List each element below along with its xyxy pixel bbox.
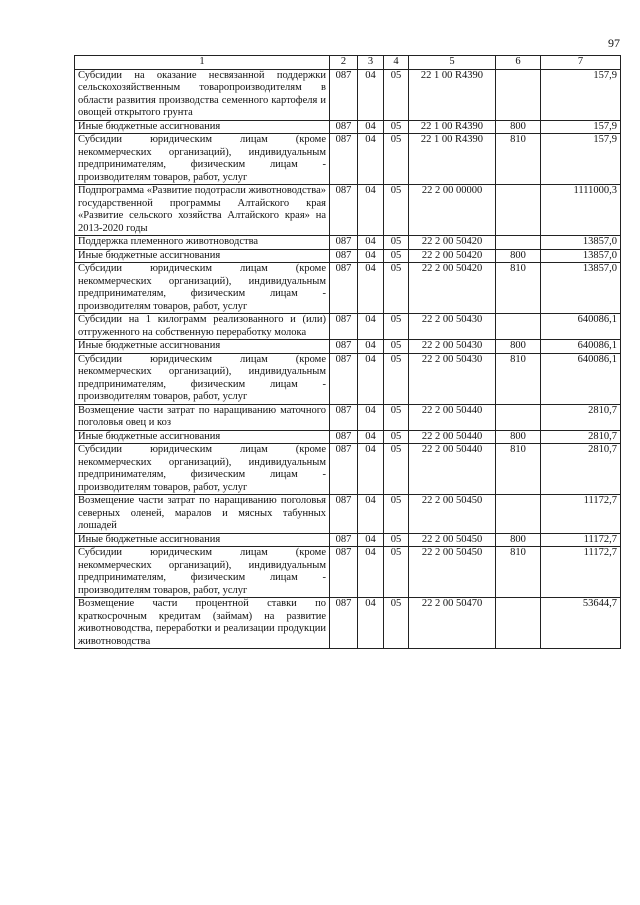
ministry-code-cell: 087 [330, 120, 358, 134]
expense-type-cell: 800 [496, 340, 541, 354]
subsection-code-cell: 05 [384, 430, 409, 444]
row-name-cell: Иные бюджетные ассигнования [75, 249, 330, 263]
expense-type-cell [496, 495, 541, 534]
section-code-cell: 04 [358, 69, 384, 120]
header-row [75, 56, 621, 70]
header-cell: 2 [330, 56, 358, 70]
table-row [75, 120, 621, 134]
header-cell: 3 [358, 56, 384, 70]
table-row [75, 444, 621, 495]
section-code-cell: 04 [358, 134, 384, 185]
subsection-code-cell: 05 [384, 134, 409, 185]
subsection-code-cell: 05 [384, 236, 409, 250]
expense-type-cell: 810 [496, 444, 541, 495]
expense-type-cell [496, 404, 541, 430]
amount-cell: 2810,7 [541, 444, 621, 495]
header-cell: 5 [409, 56, 496, 70]
row-name-cell: Иные бюджетные ассигнования [75, 430, 330, 444]
amount-cell: 13857,0 [541, 263, 621, 314]
subsection-code-cell: 05 [384, 69, 409, 120]
target-article-cell: 22 2 00 50420 [409, 236, 496, 250]
table-row [75, 340, 621, 354]
row-name-cell: Субсидии на оказание несвязанной поддержки сельскохозяйственным товаропроизводителям в области развития производства семенного картофеля и овощей открытого грунта [75, 69, 330, 120]
subsection-code-cell: 05 [384, 495, 409, 534]
table-row [75, 598, 621, 649]
expense-type-cell: 810 [496, 547, 541, 598]
expense-type-cell: 800 [496, 533, 541, 547]
row-name-cell: Поддержка племенного животноводства [75, 236, 330, 250]
page-number: 97 [608, 36, 620, 50]
amount-cell: 13857,0 [541, 236, 621, 250]
budget-table [74, 55, 621, 649]
ministry-code-cell: 087 [330, 444, 358, 495]
table-row [75, 404, 621, 430]
row-name-cell: Субсидии юридическим лицам (кроме некоммерческих организаций), индивидуальным предпринимателям, физическим лицам - производителям товаров, работ, услуг [75, 134, 330, 185]
amount-cell: 157,9 [541, 120, 621, 134]
ministry-code-cell: 087 [330, 236, 358, 250]
expense-type-cell: 800 [496, 120, 541, 134]
section-code-cell: 04 [358, 353, 384, 404]
target-article-cell: 22 2 00 50430 [409, 314, 496, 340]
amount-cell: 11172,7 [541, 533, 621, 547]
subsection-code-cell: 05 [384, 120, 409, 134]
target-article-cell: 22 2 00 50420 [409, 263, 496, 314]
target-article-cell: 22 2 00 50450 [409, 495, 496, 534]
ministry-code-cell: 087 [330, 134, 358, 185]
expense-type-cell [496, 236, 541, 250]
expense-type-cell [496, 598, 541, 649]
table-row [75, 185, 621, 236]
table-row [75, 495, 621, 534]
subsection-code-cell: 05 [384, 598, 409, 649]
ministry-code-cell: 087 [330, 69, 358, 120]
subsection-code-cell: 05 [384, 547, 409, 598]
target-article-cell: 22 2 00 50420 [409, 249, 496, 263]
target-article-cell: 22 2 00 00000 [409, 185, 496, 236]
ministry-code-cell: 087 [330, 495, 358, 534]
row-name-cell: Иные бюджетные ассигнования [75, 120, 330, 134]
amount-cell: 157,9 [541, 69, 621, 120]
target-article-cell: 22 2 00 50440 [409, 404, 496, 430]
amount-cell: 53644,7 [541, 598, 621, 649]
subsection-code-cell: 05 [384, 314, 409, 340]
amount-cell: 11172,7 [541, 495, 621, 534]
subsection-code-cell: 05 [384, 444, 409, 495]
section-code-cell: 04 [358, 430, 384, 444]
expense-type-cell: 800 [496, 430, 541, 444]
target-article-cell: 22 2 00 50440 [409, 444, 496, 495]
subsection-code-cell: 05 [384, 404, 409, 430]
subsection-code-cell: 05 [384, 340, 409, 354]
amount-cell: 640086,1 [541, 314, 621, 340]
ministry-code-cell: 087 [330, 533, 358, 547]
section-code-cell: 04 [358, 444, 384, 495]
expense-type-cell [496, 314, 541, 340]
amount-cell: 13857,0 [541, 249, 621, 263]
amount-cell: 2810,7 [541, 404, 621, 430]
table-row [75, 547, 621, 598]
target-article-cell: 22 2 00 50430 [409, 340, 496, 354]
ministry-code-cell: 087 [330, 185, 358, 236]
amount-cell: 2810,7 [541, 430, 621, 444]
amount-cell: 157,9 [541, 134, 621, 185]
row-name-cell: Иные бюджетные ассигнования [75, 340, 330, 354]
expense-type-cell [496, 69, 541, 120]
ministry-code-cell: 087 [330, 430, 358, 444]
target-article-cell: 22 2 00 50450 [409, 547, 496, 598]
ministry-code-cell: 087 [330, 263, 358, 314]
target-article-cell: 22 2 00 50440 [409, 430, 496, 444]
expense-type-cell: 810 [496, 263, 541, 314]
target-article-cell: 22 1 00 R4390 [409, 120, 496, 134]
ministry-code-cell: 087 [330, 598, 358, 649]
target-article-cell: 22 2 00 50450 [409, 533, 496, 547]
header-cell: 6 [496, 56, 541, 70]
section-code-cell: 04 [358, 340, 384, 354]
subsection-code-cell: 05 [384, 533, 409, 547]
row-name-cell: Иные бюджетные ассигнования [75, 533, 330, 547]
row-name-cell: Субсидии юридическим лицам (кроме некоммерческих организаций), индивидуальным предпринимателям, физическим лицам - производителям товаров, работ, услуг [75, 444, 330, 495]
amount-cell: 11172,7 [541, 547, 621, 598]
subsection-code-cell: 05 [384, 353, 409, 404]
ministry-code-cell: 087 [330, 547, 358, 598]
expense-type-cell: 810 [496, 353, 541, 404]
amount-cell: 1111000,3 [541, 185, 621, 236]
amount-cell: 640086,1 [541, 353, 621, 404]
target-article-cell: 22 2 00 50470 [409, 598, 496, 649]
expense-type-cell: 810 [496, 134, 541, 185]
section-code-cell: 04 [358, 533, 384, 547]
subsection-code-cell: 05 [384, 249, 409, 263]
row-name-cell: Возмещение части затрат по наращиванию маточного поголовья овец и коз [75, 404, 330, 430]
table-row [75, 430, 621, 444]
section-code-cell: 04 [358, 236, 384, 250]
target-article-cell: 22 1 00 R4390 [409, 134, 496, 185]
section-code-cell: 04 [358, 495, 384, 534]
row-name-cell: Возмещение части затрат по наращиванию поголовья северных оленей, маралов и мясных табунных лошадей [75, 495, 330, 534]
subsection-code-cell: 05 [384, 185, 409, 236]
table-row [75, 353, 621, 404]
section-code-cell: 04 [358, 598, 384, 649]
table-row [75, 134, 621, 185]
row-name-cell: Возмещение части процентной ставки по краткосрочным кредитам (займам) на развитие животноводства, переработки и реализации продукции животноводства [75, 598, 330, 649]
row-name-cell: Субсидии юридическим лицам (кроме некоммерческих организаций), индивидуальным предпринимателям, физическим лицам - производителям товаров, работ, услуг [75, 547, 330, 598]
expense-type-cell: 800 [496, 249, 541, 263]
ministry-code-cell: 087 [330, 249, 358, 263]
table-row [75, 249, 621, 263]
section-code-cell: 04 [358, 263, 384, 314]
row-name-cell: Подпрограмма «Развитие подотрасли животноводства» государственной программы Алтайского края «Развитие сельского хозяйства Алтайского края» на 2013-2020 годы [75, 185, 330, 236]
ministry-code-cell: 087 [330, 314, 358, 340]
section-code-cell: 04 [358, 120, 384, 134]
target-article-cell: 22 1 00 R4390 [409, 69, 496, 120]
section-code-cell: 04 [358, 185, 384, 236]
ministry-code-cell: 087 [330, 353, 358, 404]
header-cell: 4 [384, 56, 409, 70]
section-code-cell: 04 [358, 249, 384, 263]
header-cell: 7 [541, 56, 621, 70]
table-row [75, 69, 621, 120]
table-row [75, 533, 621, 547]
amount-cell: 640086,1 [541, 340, 621, 354]
row-name-cell: Субсидии юридическим лицам (кроме некоммерческих организаций), индивидуальным предпринимателям, физическим лицам - производителям товаров, работ, услуг [75, 353, 330, 404]
section-code-cell: 04 [358, 547, 384, 598]
ministry-code-cell: 087 [330, 340, 358, 354]
row-name-cell: Субсидии на 1 килограмм реализованного и (или) отгруженного на собственную переработку молока [75, 314, 330, 340]
table-row [75, 236, 621, 250]
ministry-code-cell: 087 [330, 404, 358, 430]
table-row [75, 263, 621, 314]
expense-type-cell [496, 185, 541, 236]
section-code-cell: 04 [358, 314, 384, 340]
header-cell: 1 [75, 56, 330, 70]
row-name-cell: Субсидии юридическим лицам (кроме некоммерческих организаций), индивидуальным предпринимателям, физическим лицам - производителям товаров, работ, услуг [75, 263, 330, 314]
section-code-cell: 04 [358, 404, 384, 430]
table-row [75, 314, 621, 340]
subsection-code-cell: 05 [384, 263, 409, 314]
target-article-cell: 22 2 00 50430 [409, 353, 496, 404]
